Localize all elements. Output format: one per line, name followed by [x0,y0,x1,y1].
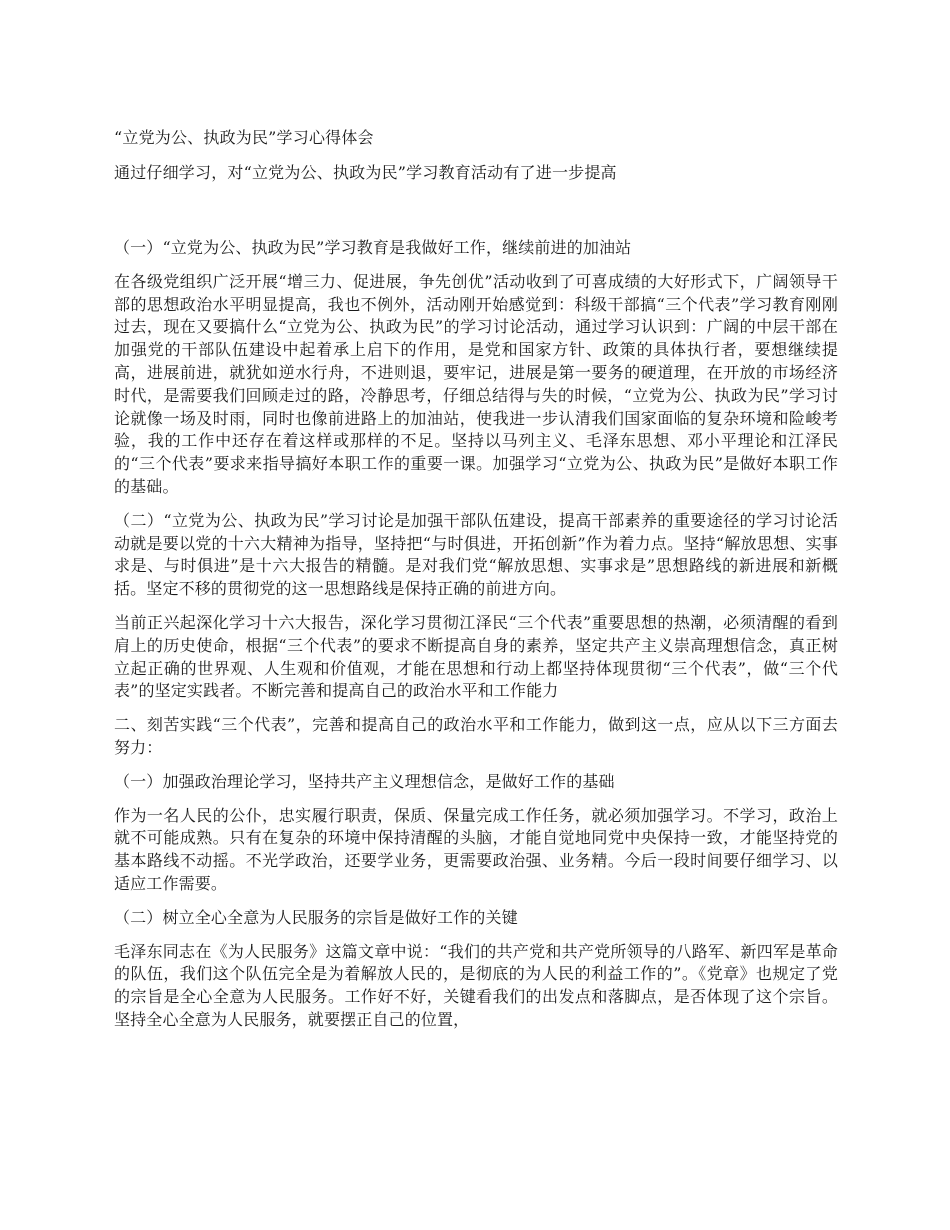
document-title: “立党为公、执政为民”学习心得体会 [114,128,374,147]
body-paragraph: 毛泽东同志在《为人民服务》这篇文章中说：“我们的共产党和共产党所领导的八路军、新四军是革命的队伍，我们这个队伍完全是为着解放人民的，是彻底的为人民的利益工作的”。《党章》也规定了党的宗旨是全心全意为人民服务。工作好不好，关键看我们的出发点和落脚点，是否体现了这个宗旨。坚持全心全意为人民服务，就要摆正自己的位置， [114,941,838,1029]
section-heading-1: （一）“立党为公、执政为民”学习教育是我做好工作，继续前进的加油站 [114,238,632,257]
document-page [114,126,838,1043]
body-paragraph: 在各级党组织广泛开展“增三力、促进展，争先创优”活动收到了可喜成绩的大好形式下，广阔领导干部的思想政治水平明显提高，我也不例外，活动刚开始感觉到：科级干部搞“三个代表”学习教育刚刚过去，现在又要搞什么“立党为公、执政为民”的学习讨论活动，通过学习认识到：广阔的中层干部在加强党的干部队伍建设中起着承上启下的作用，是党和国家方针、政策的具体执行者，要想继续提高，进展前进，就犹如逆水行舟，不进则退，要牢记，进展是第一要务的硬道理，在开放的市场经济时代，是需要我们回顾走过的路，冷静思考，仔细总结得与失的时候，“立党为公、执政为民”学习讨论就像一场及时雨，同时也像前进路上的加油站，使我进一步认清我们国家面临的复杂环境和险峻考验，我的工作中还存在着这样或那样的不足。坚持以马列主义、毛泽东思想、邓小平理论和江泽民的“三个代表”要求来指导搞好本职工作的重要一课。加强学习“立党为公、执政为民”是做好本职工作的基础。 [114,271,838,496]
subsection-heading-2: （二）树立全心全意为人民服务的宗旨是做好工作的关键 [114,907,518,927]
section-heading-2: （二）“立党为公、执政为民”学习讨论是加强干部队伍建设，提高干部素养的重要途径的学习讨论活动就是要以党的十六大精神为指导，坚持把“与时俱进，开拓创新”作为着力点。坚持“解放思想、实事求是、与时俱进”是十六大报告的精髓。是对我们党“解放思想、实事求是”思想路线的新进展和新概括。坚定不移的贯彻党的这一思想路线是保持正确的前进方向。 [114,510,838,599]
body-paragraph: 作为一名人民的公仆，忠实履行职责，保质、保量完成工作任务，就必须加强学习。不学习，政治上就不可能成熟。只有在复杂的环境中保持清醒的头脑，才能自觉地同党中央保持一致，才能坚持党的基本路线不动摇。不光学政治，还要学业务，更需要政治强、业务精。今后一段时间要仔细学习、以适应工作需要。 [114,805,838,893]
subsection-heading-1: （一）加强政治理论学习，坚持共产主义理想信念，是做好工作的基础 [114,771,615,791]
document-intro: 通过仔细学习，对“立党为公、执政为民”学习教育活动有了进一步提高 [114,163,617,182]
part-heading-2: 二、刻苦实践“三个代表”，完善和提高自己的政治水平和工作能力，做到这一点，应从以下三方面去努力： [114,715,838,757]
body-paragraph: 当前正兴起深化学习十六大报告，深化学习贯彻江泽民“三个代表”重要思想的热潮，必须清醒的看到肩上的历史使命，根据“三个代表”的要求不断提高自身的素养，坚定共产主义崇高理想信念，真正树立起正确的世界观、人生观和价值观，才能在思想和行动上都坚持体现贯彻“三个代表”，做“三个代表”的坚定实践者。不断完善和提高自己的政治水平和工作能力 [114,612,838,701]
